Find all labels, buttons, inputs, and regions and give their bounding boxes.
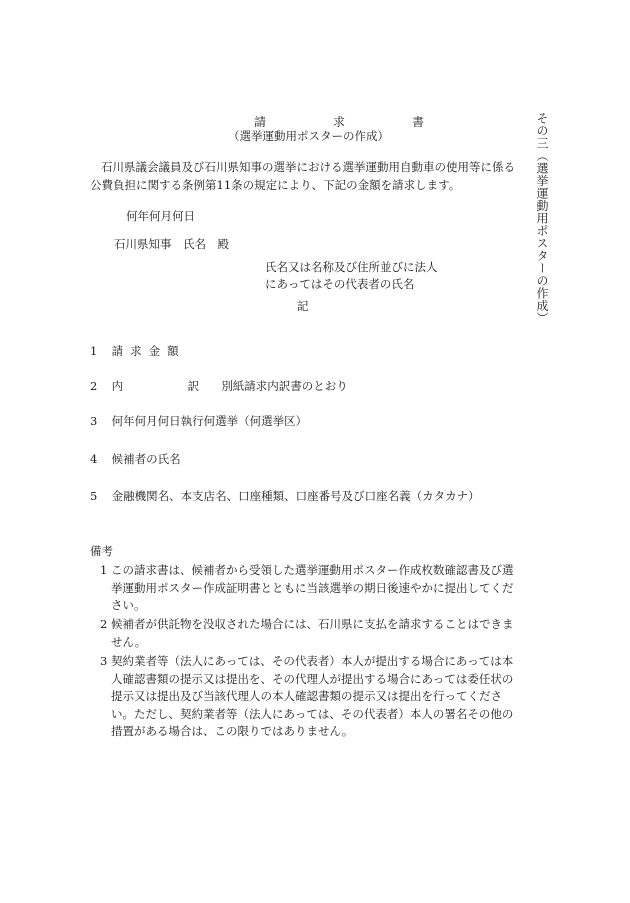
item-number: 4 xyxy=(90,452,98,466)
item-value: 別紙請求内訳書のとおり xyxy=(221,379,348,393)
remark-item xyxy=(100,562,522,615)
title-char: 書 xyxy=(411,115,424,129)
item-number: 3 xyxy=(90,414,98,428)
remark-text: 契約業者等（法人にあっては、その代表者）本人が提出する場合にあっては本人確認書類の提示又は提出を、その代理人が提出する場合にあっては委任状の提示又は提出及び当該代理人の本人確認書類の提示又は提出を行ってください。ただし、契約業者等（法人にあっては、その代表者）本人の署名その他の措置がある場合は、この限りではありません。 xyxy=(111,654,514,738)
item-label: 金融機関名、本支店名、口座種類、口座番号及び口座名義（カタカナ） xyxy=(111,489,480,503)
form-type-label: その三（選挙運動用ポスターの作成） xyxy=(535,112,549,325)
item-candidate-name xyxy=(90,454,181,466)
intro-paragraph: 石川県議会議員及び石川県知事の選挙における選挙運動用自動車の使用等に係る公費負担に関する条例第11条の規定により、下記の金額を請求します。 xyxy=(90,160,515,192)
item-number: 2 xyxy=(90,379,98,393)
item-label: 候補者の氏名 xyxy=(111,452,181,466)
item-label xyxy=(112,381,218,393)
applicant-line: 氏名又は名称及び住所並びに法人 xyxy=(265,260,438,274)
item-number: 5 xyxy=(90,489,98,503)
item-number: 1 xyxy=(90,344,98,358)
item-label: 何年何月何日執行何選挙（何選挙区） xyxy=(111,414,308,428)
item-label: 請求金額 xyxy=(111,344,186,358)
applicant-block xyxy=(265,259,438,293)
title-char: 求 xyxy=(332,115,345,129)
remark-item xyxy=(100,653,522,741)
remark-item xyxy=(100,616,522,651)
item-label-part: 内 xyxy=(111,379,124,393)
title-char: 請 xyxy=(254,115,267,129)
item-request-amount xyxy=(90,346,186,358)
remark-number: 1 xyxy=(100,563,108,577)
document-title xyxy=(254,116,424,128)
item-bank-info xyxy=(90,491,480,503)
item-breakdown xyxy=(90,381,348,393)
remark-text: 候補者が供託物を没収された場合には、石川県に支払を請求することはできません。 xyxy=(111,617,514,649)
applicant-line: にあってはその代表者の氏名 xyxy=(265,277,415,291)
remark-text: この請求書は、候補者から受領した選挙運動用ポスター作成枚数確認書及び選挙運動用ポスター作成証明書とともに当該選挙の期日後速やかに提出してください。 xyxy=(111,563,514,612)
remark-number: 3 xyxy=(100,654,108,668)
item-label-part: 訳 xyxy=(187,379,200,393)
remark-number: 2 xyxy=(100,617,108,631)
date-line: 何年何月何日 xyxy=(126,209,195,223)
item-election xyxy=(90,416,307,428)
remarks-heading: 備考 xyxy=(90,544,113,558)
addressee-line: 石川県知事 氏名 殿 xyxy=(114,237,229,251)
ki-heading: 記 xyxy=(297,299,309,313)
document-subtitle: （選挙運動用ポスターの作成） xyxy=(228,129,389,143)
